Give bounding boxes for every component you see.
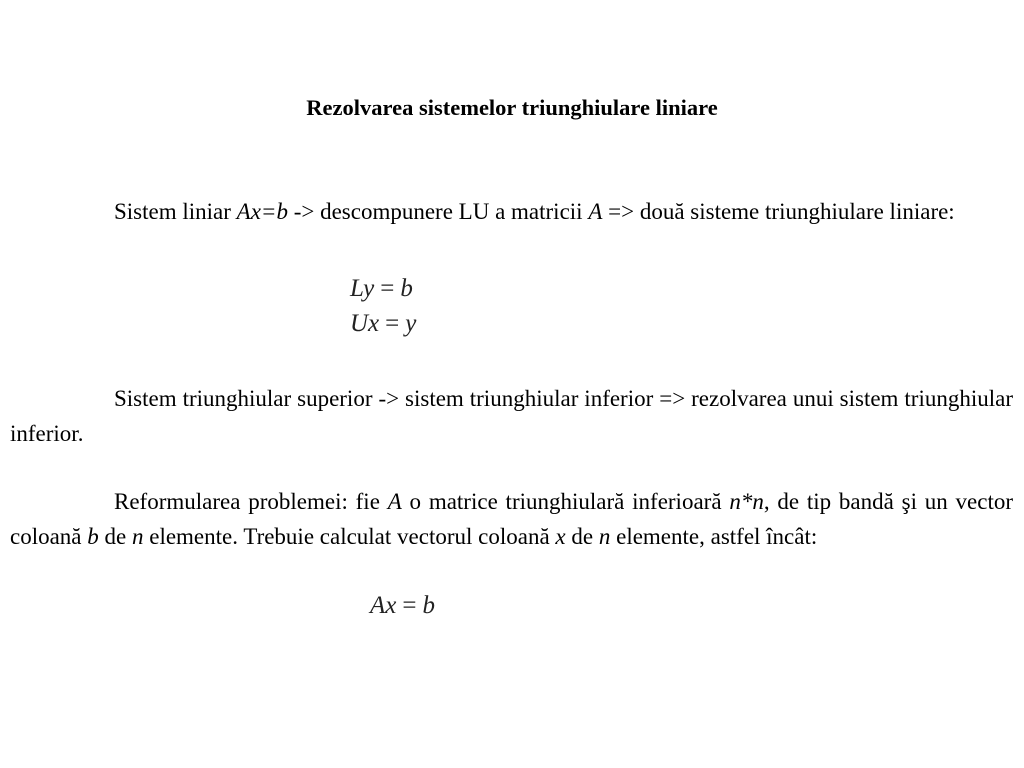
paragraph-text: elemente. Trebuie calculat vectorul coloană — [143, 524, 556, 549]
paragraph-text: Sistem liniar — [114, 199, 237, 224]
inline-math: n*n — [729, 489, 764, 514]
equation-lhs: Ax — [370, 592, 397, 619]
paragraph-text: -> descompunere LU a matricii — [287, 199, 589, 224]
paragraph-text: o matrice triunghiulară inferioară — [401, 489, 730, 514]
paragraph-text: de — [565, 524, 599, 549]
paragraph-text: de — [98, 524, 132, 549]
paragraph-text: => două sisteme triunghiulare liniare: — [602, 199, 955, 224]
equation-lhs: Ux — [350, 310, 380, 337]
inline-math: b — [87, 524, 99, 549]
paragraph-reformulation — [10, 484, 1013, 554]
equation-rhs: b — [422, 592, 435, 619]
inline-math: A — [387, 489, 402, 514]
paragraph-text: , de tip bandă şi un vector coloană — [10, 489, 1014, 549]
equation-ax-b — [370, 589, 435, 623]
equation-lhs: Ly — [350, 275, 375, 302]
inline-math: x — [555, 524, 566, 549]
inline-math: A — [588, 199, 603, 224]
equation-ux-y — [350, 307, 416, 341]
paragraph-upper-to-lower: Sistem triunghiular superior -> sistem triunghiular inferior => rezolvarea unui sistem triunghiular inferior. — [10, 386, 1013, 446]
equation-rhs: b — [400, 275, 413, 302]
equation-operator: = — [385, 310, 400, 337]
inline-math: n — [598, 524, 611, 549]
paragraph-text: Reformularea problemei: fie — [114, 489, 388, 514]
inline-math: Ax=b — [236, 199, 288, 224]
paragraph-text: elemente, astfel încât: — [610, 524, 818, 549]
slide-title: Rezolvarea sistemelor triunghiulare liniare — [306, 95, 718, 120]
inline-math: n — [131, 524, 144, 549]
equation-ly-b — [350, 272, 413, 306]
equation-operator: = — [402, 592, 417, 619]
equation-operator: = — [380, 275, 395, 302]
equation-rhs: y — [405, 310, 417, 337]
paragraph-linear-system — [10, 194, 1013, 229]
